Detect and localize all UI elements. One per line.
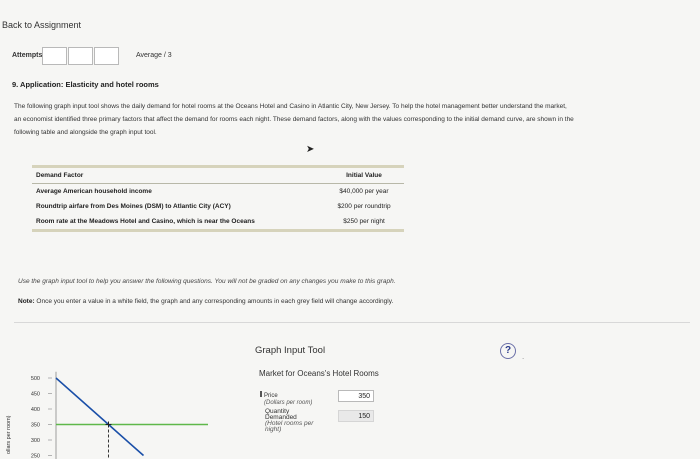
y-axis-label: ollars per room) [6,415,12,454]
y-tick-label: 500 [30,376,40,382]
question-intro: The following graph input tool shows the daily demand for hotel rooms at the Oceans Hotel and Casino in Atlantic City, New Jersey. To help the hotel management better understand the market, an economist identified three primary factors that affect the demand for rooms each night. These demand factors, along with the values corresponding to the initial demand curve, are shown in the following table and alongside the graph input tool. [14,103,574,136]
note-text [18,298,393,305]
y-tick-label: 400 [30,407,40,413]
demand-curve [56,378,144,456]
y-tick-label: 450 [30,391,40,398]
table-row [32,214,404,229]
market-title: Market for Oceans's Hotel Rooms [259,369,379,378]
factor-name: Average American household income [36,188,152,195]
back-to-assignment-link[interactable]: Back to Assignment [2,20,82,30]
price-label [260,391,312,407]
attempt-box [94,47,119,65]
instructions-text: Use the graph input tool to help you answer the following questions. You will not be graded on any changes you make to this graph. [18,278,396,285]
attempt-box [42,47,67,65]
factor-name: Room rate at the Meadows Hotel and Casino, which is near the Oceans [36,218,255,225]
mouse-pointer-icon: ➤ [306,144,315,155]
table-row [32,199,404,214]
factor-value: $250 per night [343,218,385,225]
y-tick-label: 250 [30,453,40,459]
quantity-output: 150 [338,410,374,422]
attempt-indicator [42,47,120,65]
y-tick-label: 350 [30,422,40,429]
quantity-label-line2: Demanded [265,414,297,421]
price-marker-icon [260,391,262,397]
attempt-box [68,47,93,65]
question-title: 9. Application: Elasticity and hotel rooms [12,80,159,89]
table-row [32,184,404,199]
quantity-unit-line1: (Hotel rooms per [265,420,314,427]
header-initial-value: Initial Value [346,172,382,179]
quantity-label-line1: Quantity [265,408,290,415]
factor-value: $200 per roundtrip [337,203,391,210]
price-input[interactable]: 350 [338,390,374,402]
help-icon[interactable]: ? [500,343,516,359]
price-unit: (Dollars per room) [264,400,313,406]
graph-tool-title: Graph Input Tool [255,345,326,356]
y-tick-label: 300 [30,438,40,444]
quantity-label [265,409,313,433]
table-header [32,168,404,183]
average-score: Average / 3 [136,52,172,59]
section-divider [14,322,690,323]
table-bottom-rule [32,229,404,232]
factor-value: $40,000 per year [339,188,389,195]
price-label-text: Price [264,393,278,399]
header-demand-factor: Demand Factor [36,172,84,179]
help-separator: . [522,352,525,361]
demand-chart[interactable] [0,360,260,459]
note-label: Note: [18,298,35,305]
note-body: Once you enter a value in a white field, the graph and any corresponding amounts in each grey field will change accordingly. [34,298,394,305]
factor-name: Roundtrip airfare from Des Moines (DSM) to Atlantic City (ACY) [36,203,231,210]
demand-factor-table [32,165,404,232]
quantity-unit-line2: night) [265,426,282,433]
attempts-label: Attempts [12,52,43,59]
